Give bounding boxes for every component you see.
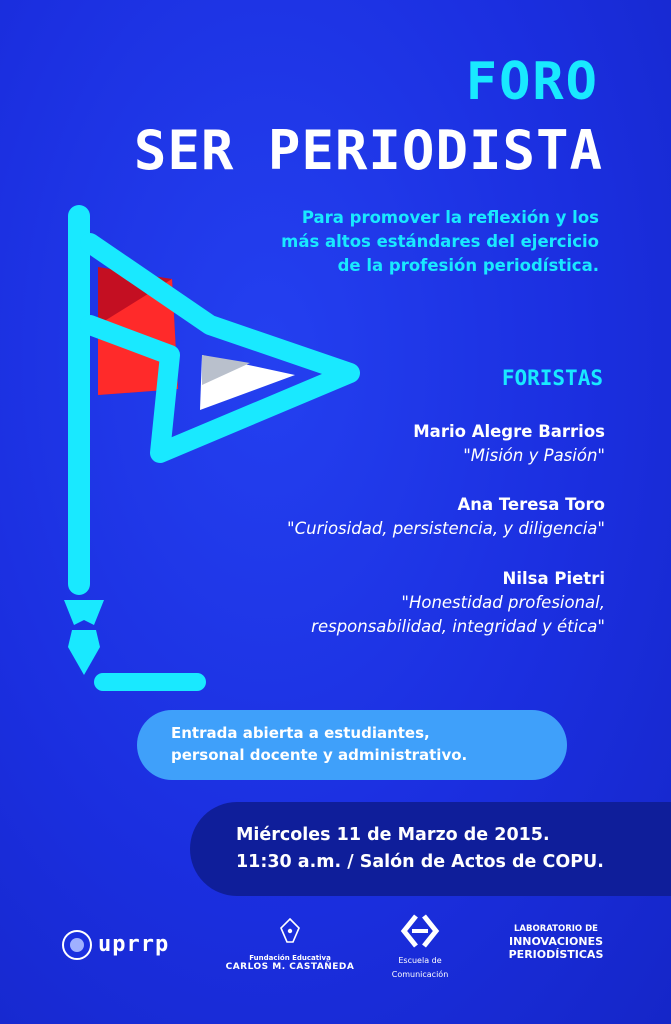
laboratorio-line: PERIODÍSTICAS [508, 948, 604, 961]
speaker-talk: "Honestidad profesional, [401, 593, 605, 612]
date-text [236, 822, 604, 876]
pen-nib-icon [279, 918, 301, 944]
escuela-chevrons-icon [400, 914, 440, 948]
date-band [190, 802, 671, 896]
subtitle-line: más altos estándares del ejercicio [281, 232, 599, 251]
fundacion-name: CARLOS M. CASTAÑEDA [225, 962, 355, 972]
escuela-line: Comunicación [391, 970, 449, 979]
fundacion-small-text: Fundación Educativa [249, 954, 331, 962]
title-ser-periodista: SER PERIODISTA [133, 119, 603, 182]
fundacion-logo [225, 918, 355, 972]
speaker-1 [413, 420, 605, 468]
speaker-talk: "Curiosidad, persistencia, y diligencia" [287, 519, 605, 538]
pen-nib [68, 630, 100, 675]
underline-bar [94, 673, 206, 691]
date-line: Miércoles 11 de Marzo de 2015. [236, 825, 550, 845]
laboratorio-line: INNOVACIONES [509, 935, 603, 948]
laboratorio-line: LABORATORIO DE [514, 924, 598, 934]
upr-seal-icon [62, 930, 92, 960]
subtitle-line: de la profesión periodística. [337, 256, 599, 275]
laboratorio-logo [486, 924, 626, 961]
speaker-2 [287, 493, 605, 541]
speaker-3 [311, 567, 605, 639]
entrada-line: Entrada abierta a estudiantes, [171, 724, 430, 742]
speaker-talk: responsabilidad, integridad y ética" [311, 617, 605, 636]
entrada-text [171, 722, 467, 766]
speaker-talk: "Misión y Pasión" [463, 446, 605, 465]
cyan-flag-outline [90, 243, 350, 453]
uprrp-logo: uprrp [98, 932, 170, 957]
entrada-line: personal docente y administrativo. [171, 746, 468, 764]
speaker-name: Nilsa Pietri [502, 569, 605, 588]
title-foro: FORO [465, 52, 599, 112]
logo-strip [0, 908, 671, 1008]
venue-line: 11:30 a.m. / Salón de Actos de COPU. [236, 852, 604, 872]
pen-collar [64, 600, 104, 625]
entrada-pill [137, 710, 567, 780]
foristas-heading: FORISTAS [501, 366, 603, 390]
flag-pole [68, 205, 90, 595]
subtitle-line: Para promover la reflexión y los [301, 208, 599, 227]
speaker-name: Mario Alegre Barrios [413, 422, 605, 441]
speaker-name: Ana Teresa Toro [457, 495, 605, 514]
escuela-line: Escuela de [398, 956, 442, 965]
escuela-logo [375, 914, 465, 980]
